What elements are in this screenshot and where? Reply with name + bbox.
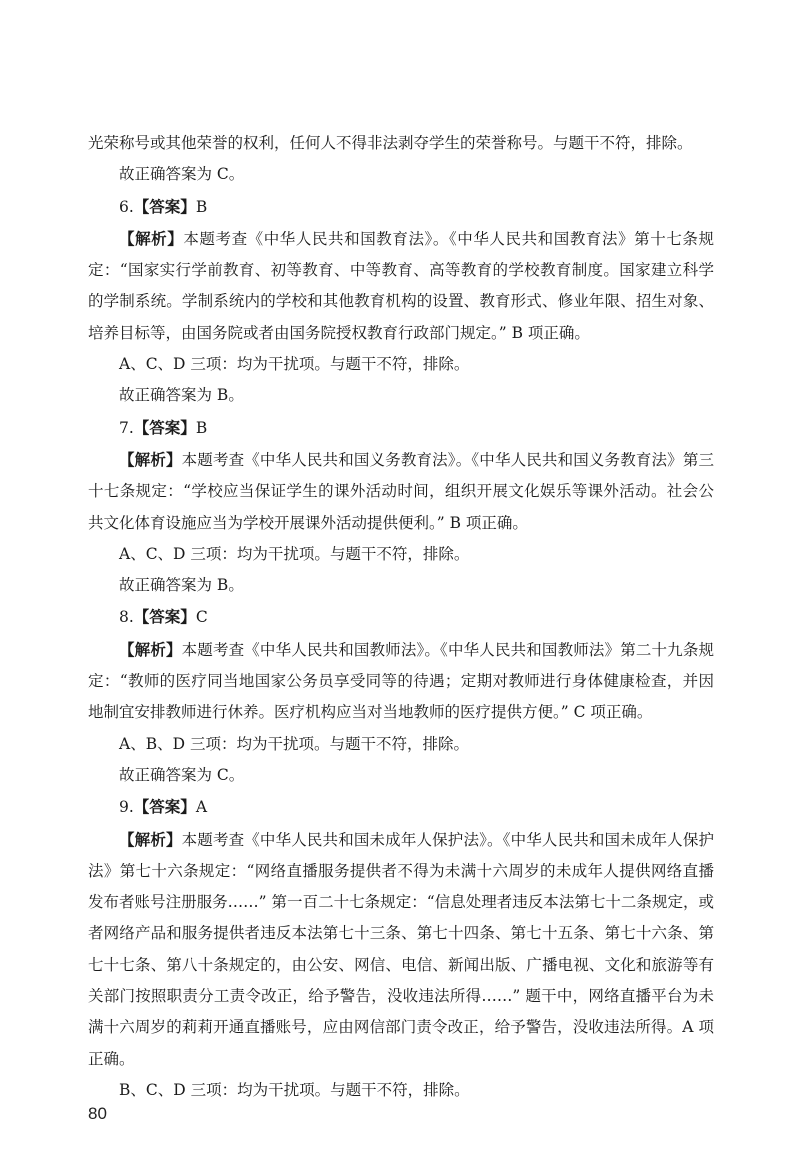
paragraph-text: 本题考查《中华人民共和国教育法》。《中华人民共和国教育法》第十七条规定：“国家实行学前教育、初等教育、中等教育、高等教育的学校教育制度。国家建立科学的学制系统。学制系统内的学校和其他教育机构的设置、教育形式、修业年限、招生对象、培养目标等，由国务院或者由国务院授权教育行政部门规定。” B 项正确。 bbox=[88, 229, 714, 342]
paragraph-text: 故正确答案为 C。 bbox=[119, 165, 245, 184]
paragraph-text: A bbox=[195, 798, 208, 817]
paragraph-text: C bbox=[195, 608, 208, 627]
text-paragraph bbox=[88, 570, 714, 601]
section-label: 【答案】 bbox=[133, 417, 196, 437]
text-paragraph bbox=[88, 729, 714, 760]
question-number: 9. bbox=[119, 798, 134, 817]
analysis-paragraph bbox=[88, 444, 714, 539]
text-paragraph bbox=[88, 539, 714, 570]
paragraph-text: B bbox=[195, 418, 208, 437]
answer-paragraph bbox=[88, 412, 714, 444]
section-label: 【解析】 bbox=[119, 228, 184, 248]
section-label: 【答案】 bbox=[133, 607, 196, 627]
answer-paragraph bbox=[88, 601, 714, 633]
answer-paragraph bbox=[88, 791, 714, 823]
section-label: 【解析】 bbox=[119, 639, 182, 659]
analysis-paragraph bbox=[88, 223, 714, 349]
answer-paragraph bbox=[88, 191, 714, 223]
section-label: 【解析】 bbox=[119, 829, 182, 849]
question-number: 7. bbox=[119, 418, 134, 437]
question-number: 6. bbox=[119, 197, 134, 216]
paragraph-text: 本题考查《中华人民共和国未成年人保护法》。《中华人民共和国未成年人保护法》第七十六条规定：“网络直播服务提供者不得为未满十六周岁的未成年人提供网络直播发布者账号注册服务……” 第一百二十七条规定：“信息处理者违反本法第七十二条规定，或者网络产品和服务提供者违反本法第七十三条、第七十四条、第七十五条、第七十六条、第七十七条、第八十条规定的，由公安、网信、电信、新闻出版、广播电视、文化和旅游等有关部门按照职责分工责令改正，给予警告，没收违法所得……” 题干中，网络直播平台为未满十六周岁的莉莉开通直播账号，应由网信部门责令改正，给予警告，没收违法所得。A 项正确。 bbox=[88, 830, 714, 1068]
analysis-paragraph bbox=[88, 634, 714, 729]
text-paragraph bbox=[88, 1075, 714, 1106]
text-paragraph bbox=[88, 349, 714, 380]
section-label: 【答案】 bbox=[133, 797, 196, 817]
paragraph-text: B、C、D 三项：均为干扰项。与题干不符，排除。 bbox=[119, 1080, 470, 1099]
section-label: 【答案】 bbox=[133, 196, 196, 216]
analysis-paragraph bbox=[88, 824, 714, 1075]
paragraph-text: 本题考查《中华人民共和国教师法》。《中华人民共和国教师法》第二十九条规定：“教师的医疗同当地国家公务员享受同等的待遇；定期对教师进行身体健康检查，并因地制宜安排教师进行休养。医疗机构应当对当地教师的医疗提供方便。” C 项正确。 bbox=[88, 640, 714, 722]
text-paragraph bbox=[88, 128, 714, 159]
body-text bbox=[88, 128, 714, 1106]
paragraph-text: 故正确答案为 C。 bbox=[119, 765, 245, 784]
paragraph-text: A、C、D 三项：均为干扰项。与题干不符，排除。 bbox=[119, 355, 470, 374]
section-label: 【解析】 bbox=[119, 449, 182, 469]
question-number: 8. bbox=[119, 608, 134, 627]
text-paragraph bbox=[88, 159, 714, 190]
paragraph-text: A、B、D 三项：均为干扰项。与题干不符，排除。 bbox=[119, 734, 469, 753]
paragraph-text: 本题考查《中华人民共和国义务教育法》。《中华人民共和国义务教育法》第三十七条规定：“学校应当保证学生的课外活动时间，组织开展文化娱乐等课外活动。社会公共文化体育设施应当为学校开展课外活动提供便利。” B 项正确。 bbox=[88, 450, 714, 532]
paragraph-text: 故正确答案为 B。 bbox=[119, 576, 244, 595]
text-paragraph bbox=[88, 380, 714, 411]
paragraph-text: A、C、D 三项：均为干扰项。与题干不符，排除。 bbox=[119, 544, 470, 563]
text-paragraph bbox=[88, 760, 714, 791]
page-number: 80 bbox=[88, 1104, 107, 1123]
paragraph-text: 故正确答案为 B。 bbox=[119, 386, 244, 405]
paragraph-text: B bbox=[195, 197, 208, 216]
paragraph-text: 光荣称号或其他荣誉的权利，任何人不得非法剥夺学生的荣誉称号。与题干不符，排除。 bbox=[88, 134, 693, 152]
